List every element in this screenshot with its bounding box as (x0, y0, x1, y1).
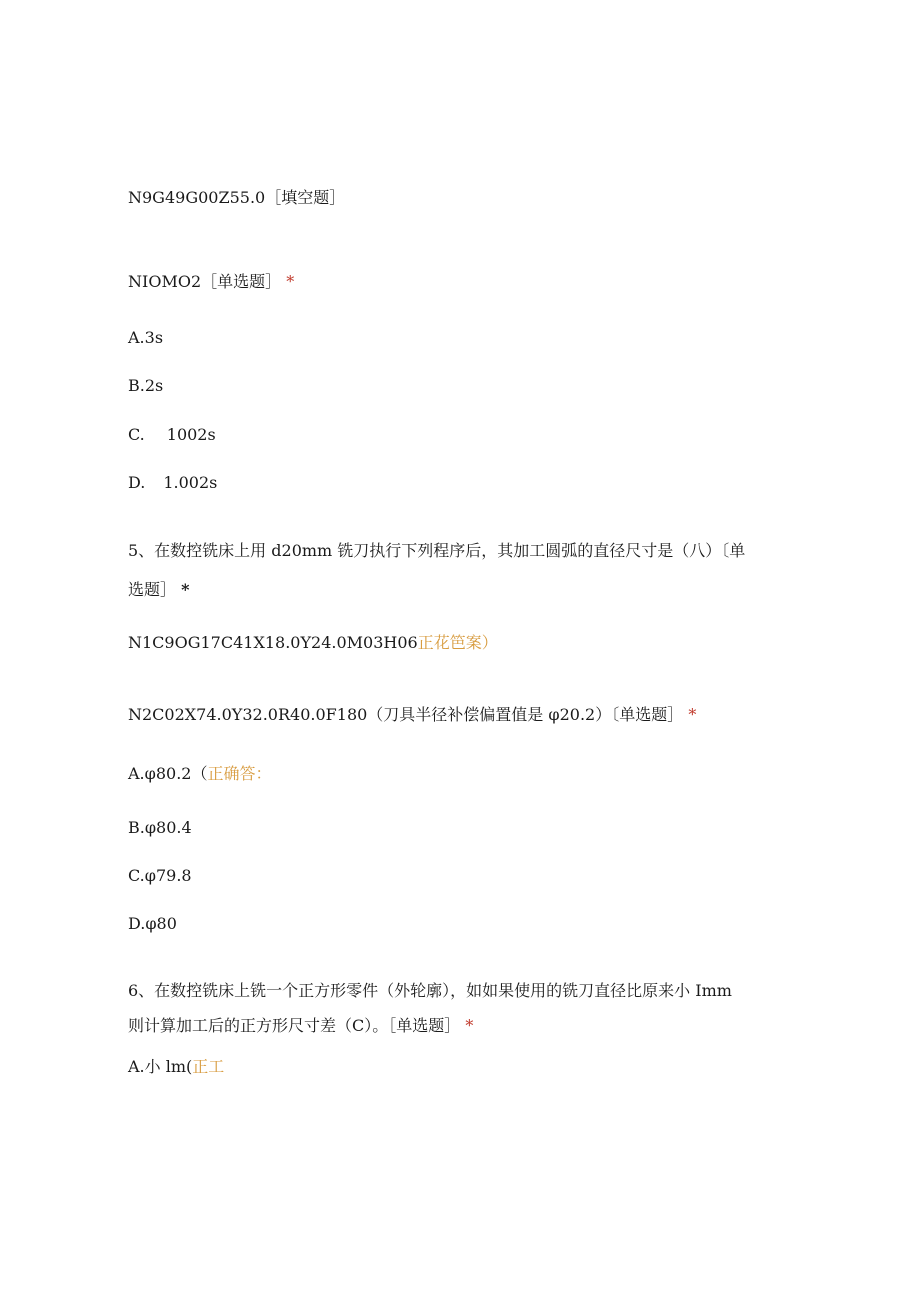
question-nio-mo2 (128, 270, 294, 294)
option-text: B.2s (128, 376, 164, 395)
answer-text: 正工 (192, 1057, 225, 1076)
question-n2 (128, 703, 696, 727)
option-text: 1.002s (163, 473, 218, 492)
option-c[interactable] (128, 864, 192, 888)
question-5-line-2 (128, 578, 189, 602)
answer-text: 正确答： (207, 764, 272, 783)
question-6-line-1 (128, 979, 732, 1003)
option-label: C. (128, 425, 145, 444)
option-a[interactable] (128, 326, 163, 350)
question-text: 则计算加工后的正方形尺寸差（C）。［单选题］ (128, 1016, 461, 1035)
answer-text: 正花笆案） (417, 633, 498, 652)
required-star: * (181, 580, 190, 599)
program-line-n1 (128, 631, 498, 655)
option-text: A.3s (128, 328, 164, 347)
required-star: * (688, 705, 697, 724)
program-line-n9 (128, 186, 345, 210)
option-label: D. (128, 473, 146, 492)
question-text: 6、在数控铣床上铣一个正方形零件（外轮廓），如如果使用的铣刀直径比原来小 Imm (128, 981, 732, 1000)
question-text: NIOMO2［单选题］ (128, 272, 282, 291)
option-d[interactable] (128, 912, 177, 936)
option-a[interactable] (128, 1055, 224, 1079)
option-text: D.φ80 (128, 914, 177, 933)
option-text: A.小 lm( (128, 1057, 193, 1076)
question-text: N2C02X74.0Y32.0R40.0F180（刀具半径补偿偏置值是 φ20.2）〔单选题］ (128, 705, 684, 724)
question-text: 选题］ (128, 580, 177, 599)
option-b[interactable] (128, 374, 163, 398)
option-b[interactable] (128, 816, 192, 840)
line-text: N9G49G00Z55.0［填空题］ (128, 188, 346, 207)
option-a[interactable] (128, 762, 272, 786)
option-text: B.φ80.4 (128, 818, 192, 837)
option-text: A.φ80.2（ (128, 764, 208, 783)
line-text: N1C9OG17C41X18.0Y24.0M03H06 (128, 633, 418, 652)
required-star: * (286, 272, 295, 291)
question-5-line-1 (128, 539, 745, 563)
question-text: 5、在数控铣床上用 d20mm 铣刀执行下列程序后，其加工圆弧的直径尺寸是（八）〔单 (128, 541, 746, 560)
question-6-line-2 (128, 1014, 473, 1038)
required-star: * (465, 1016, 474, 1035)
option-c[interactable] (128, 423, 216, 447)
option-d[interactable] (128, 471, 217, 495)
option-text: 1002s (166, 425, 216, 444)
option-text: C.φ79.8 (128, 866, 192, 885)
